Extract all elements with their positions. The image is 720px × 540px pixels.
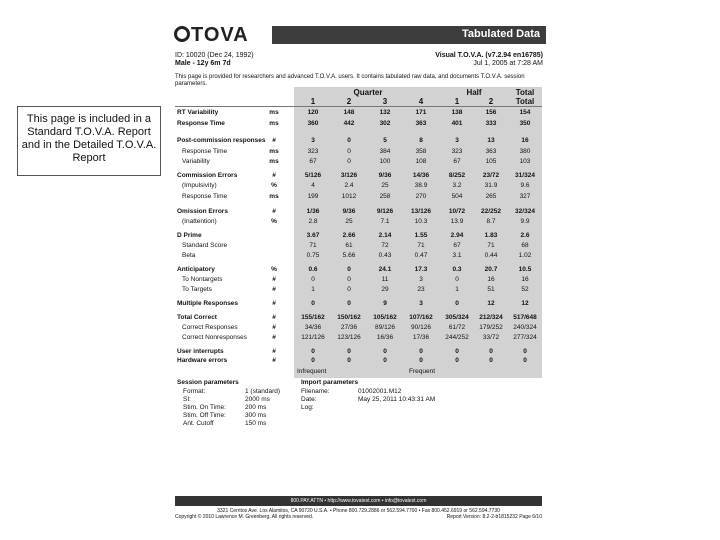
table-cell: 327 bbox=[519, 193, 531, 200]
table-cell: 0 bbox=[347, 148, 351, 155]
table-cell: 132 bbox=[379, 109, 391, 116]
table-cell: 13/126 bbox=[411, 208, 431, 215]
row-label: D Prime bbox=[177, 232, 202, 239]
table-cell: 107/162 bbox=[409, 314, 433, 321]
table-cell: 38.9 bbox=[414, 182, 428, 189]
table-cell: 2.4 bbox=[344, 182, 354, 189]
table-cell: 258 bbox=[379, 193, 391, 200]
session-param-value: 200 ms bbox=[245, 404, 267, 411]
column-header: 4 bbox=[418, 97, 424, 106]
table-cell: 51 bbox=[487, 286, 495, 293]
row-unit: % bbox=[271, 182, 277, 189]
table-cell: 277/324 bbox=[513, 334, 537, 341]
table-cell: 4 bbox=[311, 182, 315, 189]
table-cell: 17/36 bbox=[412, 334, 430, 341]
session-title: Session parameters bbox=[177, 379, 239, 386]
table-cell: 71 bbox=[487, 242, 495, 249]
table-cell: 67 bbox=[453, 242, 461, 249]
table-cell: 1.55 bbox=[414, 232, 428, 239]
row-label: Standard Score bbox=[182, 242, 228, 249]
import-title: Import parameters bbox=[301, 379, 359, 386]
table-cell: 16/36 bbox=[376, 334, 394, 341]
table-cell: 0 bbox=[311, 357, 315, 364]
table-cell: 148 bbox=[343, 109, 355, 116]
table-cell: 305/324 bbox=[445, 314, 469, 321]
table-cell: 16 bbox=[521, 137, 529, 144]
table-cell: 16 bbox=[487, 276, 495, 283]
table-cell: 0 bbox=[419, 348, 423, 355]
row-unit: ms bbox=[269, 120, 279, 127]
session-param-value: 2000 ms bbox=[245, 396, 270, 403]
table-cell: 10.3 bbox=[414, 218, 428, 225]
test-info bbox=[435, 52, 543, 68]
table-cell: 360 bbox=[307, 120, 319, 127]
row-label: Post-commission responses bbox=[177, 137, 266, 144]
column-header: 1 bbox=[310, 97, 316, 106]
table-cell: 0 bbox=[455, 348, 459, 355]
row-unit: # bbox=[272, 300, 276, 307]
table-cell: 14/36 bbox=[412, 172, 430, 179]
table-cell: 71 bbox=[309, 242, 317, 249]
table-cell: 23/72 bbox=[482, 172, 500, 179]
table-cell: 0.47 bbox=[414, 252, 428, 259]
tabulated-data-page bbox=[172, 22, 546, 527]
table-cell: 2.66 bbox=[342, 232, 356, 239]
table-cell: 1/36 bbox=[306, 208, 320, 215]
table-cell: 442 bbox=[343, 120, 355, 127]
table-cell: 0 bbox=[311, 276, 315, 283]
table-cell: 1.83 bbox=[484, 232, 498, 239]
table-cell: 265 bbox=[485, 193, 497, 200]
table-cell: 0 bbox=[311, 348, 315, 355]
table-cell: 0 bbox=[455, 276, 459, 283]
row-label: Total Correct bbox=[177, 314, 217, 321]
table-cell: 90/126 bbox=[411, 324, 431, 331]
table-cell: 61 bbox=[345, 242, 353, 249]
row-label: Omission Errors bbox=[177, 208, 228, 215]
session-param-key: Stim. Off Time: bbox=[183, 412, 226, 419]
page-header bbox=[172, 22, 546, 46]
table-cell: 9/126 bbox=[376, 208, 394, 215]
table-cell: 8/252 bbox=[448, 172, 466, 179]
table-cell: 32/324 bbox=[515, 208, 535, 215]
session-param-value: 300 ms bbox=[245, 412, 267, 419]
table-cell: 25 bbox=[345, 218, 353, 225]
table-cell: 0 bbox=[455, 300, 459, 307]
table-cell: 31/324 bbox=[515, 172, 535, 179]
table-cell: 0 bbox=[347, 348, 351, 355]
row-unit: ms bbox=[269, 158, 279, 165]
table-cell: 0 bbox=[347, 158, 351, 165]
table-cell: 2.6 bbox=[520, 232, 530, 239]
table-cell: 0 bbox=[311, 300, 315, 307]
test-version: Visual T.O.V.A. (v7.2.94 en16785) bbox=[435, 52, 543, 59]
row-label: Correct Responses bbox=[182, 324, 238, 331]
row-unit: % bbox=[271, 218, 277, 225]
table-cell: 358 bbox=[415, 148, 427, 155]
table-cell: 89/126 bbox=[375, 324, 395, 331]
column-header: 2 bbox=[488, 97, 494, 106]
row-label: Response Time bbox=[177, 120, 225, 127]
table-cell: 5.66 bbox=[342, 252, 356, 259]
table-cell: 0 bbox=[347, 286, 351, 293]
table-cell: 23 bbox=[417, 286, 425, 293]
row-unit: # bbox=[272, 276, 276, 283]
row-unit: # bbox=[272, 324, 276, 331]
table-cell: 68 bbox=[521, 242, 529, 249]
test-date: Jul 1, 2005 at 7:28 AM bbox=[473, 60, 543, 67]
table-cell: 1 bbox=[455, 286, 459, 293]
import-param-value: May 25, 2011 10:43:31 AM bbox=[358, 396, 436, 403]
table-cell: 3 bbox=[311, 137, 315, 144]
group-total: Total bbox=[515, 88, 535, 97]
row-label: Multiple Responses bbox=[177, 300, 239, 307]
table-cell: 363 bbox=[415, 120, 427, 127]
row-unit: ms bbox=[269, 109, 279, 116]
table-cell: 0 bbox=[489, 348, 493, 355]
table-cell: 12 bbox=[487, 300, 495, 307]
row-unit: # bbox=[272, 314, 276, 321]
patient-id: ID: 10020 (Dec 24, 1992) bbox=[175, 52, 254, 59]
row-label: (Inattention) bbox=[182, 218, 217, 225]
table-cell: 0 bbox=[419, 357, 423, 364]
table-cell: 20.7 bbox=[484, 266, 498, 273]
table-cell: 199 bbox=[307, 193, 319, 200]
table-cell: 517/648 bbox=[513, 314, 537, 321]
table-cell: 150/162 bbox=[337, 314, 361, 321]
table-cell: 13.9 bbox=[450, 218, 464, 225]
table-cell: 12 bbox=[521, 300, 529, 307]
row-label: Commission Errors bbox=[177, 172, 238, 179]
frequent-label: Frequent bbox=[409, 368, 436, 375]
table-cell: 3.2 bbox=[452, 182, 462, 189]
table-cell: 71 bbox=[417, 242, 425, 249]
table-cell: 9.6 bbox=[520, 182, 530, 189]
row-unit: # bbox=[272, 208, 276, 215]
import-param-key: Log: bbox=[301, 404, 314, 411]
row-unit: # bbox=[272, 357, 276, 364]
import-param-value: 01002001.M12 bbox=[358, 388, 402, 395]
table-cell: 105 bbox=[485, 158, 497, 165]
table-cell: 0.44 bbox=[484, 252, 498, 259]
table-cell: 121/126 bbox=[301, 334, 325, 341]
table-cell: 380 bbox=[519, 148, 531, 155]
table-cell: 0 bbox=[489, 357, 493, 364]
column-header: 1 bbox=[454, 97, 460, 106]
group-half: Half bbox=[466, 88, 482, 97]
table-cell: 0 bbox=[347, 137, 351, 144]
table-cell: 103 bbox=[519, 158, 531, 165]
session-param-key: Stim. On Time: bbox=[183, 404, 226, 411]
table-cell: 2.14 bbox=[378, 232, 392, 239]
table-cell: 100 bbox=[379, 158, 391, 165]
session-param-key: Format: bbox=[183, 388, 206, 395]
table-cell: 8 bbox=[419, 137, 423, 144]
table-cell: 5/126 bbox=[304, 172, 322, 179]
infrequent-label: Infrequent bbox=[297, 368, 327, 375]
table-cell: 0 bbox=[347, 357, 351, 364]
table-cell: 0 bbox=[347, 300, 351, 307]
row-unit: ms bbox=[269, 193, 279, 200]
table-cell: 9 bbox=[383, 300, 387, 307]
table-cell: 171 bbox=[415, 109, 427, 116]
table-cell: 3 bbox=[419, 276, 423, 283]
table-cell: 67 bbox=[309, 158, 317, 165]
table-cell: 9.9 bbox=[520, 218, 530, 225]
table-cell: 2.8 bbox=[308, 218, 318, 225]
table-cell: 25 bbox=[381, 182, 389, 189]
table-cell: 67 bbox=[453, 158, 461, 165]
table-cell: 0 bbox=[383, 357, 387, 364]
table-cell: 504 bbox=[451, 193, 463, 200]
table-cell: 363 bbox=[485, 148, 497, 155]
table-cell: 0 bbox=[523, 357, 527, 364]
table-cell: 3.67 bbox=[306, 232, 320, 239]
table-cell: 244/252 bbox=[445, 334, 469, 341]
row-unit: # bbox=[272, 137, 276, 144]
divider bbox=[175, 106, 542, 107]
table-cell: 10/72 bbox=[448, 208, 466, 215]
session-param-key: SI: bbox=[183, 396, 191, 403]
row-label: Variability bbox=[182, 158, 210, 165]
table-cell: 0.6 bbox=[308, 266, 318, 273]
table-cell: 27/36 bbox=[340, 324, 358, 331]
table-cell: 2.94 bbox=[450, 232, 464, 239]
session-param-value: 150 ms bbox=[245, 420, 267, 427]
table-cell: 13 bbox=[487, 137, 495, 144]
table-cell: 24.1 bbox=[378, 266, 392, 273]
table-cell: 154 bbox=[519, 109, 531, 116]
table-cell: 105/162 bbox=[373, 314, 397, 321]
table-cell: 1 bbox=[311, 286, 315, 293]
row-unit: # bbox=[272, 348, 276, 355]
session-param-key: Ant. Cutoff bbox=[183, 420, 214, 427]
report-note: This page is included in a Standard T.O.V.A. Report and in the Detailed T.O.V.A. Report bbox=[17, 106, 161, 176]
table-cell: 179/252 bbox=[479, 324, 503, 331]
row-unit: # bbox=[272, 286, 276, 293]
row-label: Anticipatory bbox=[177, 266, 215, 273]
table-cell: 401 bbox=[451, 120, 463, 127]
table-cell: 0 bbox=[523, 348, 527, 355]
table-cell: 323 bbox=[307, 148, 319, 155]
row-label: To Nontargets bbox=[182, 276, 223, 283]
table-cell: 0 bbox=[383, 348, 387, 355]
row-label: RT Variability bbox=[177, 109, 219, 116]
table-cell: 1.02 bbox=[518, 252, 532, 259]
table-cell: 3.1 bbox=[452, 252, 462, 259]
table-cell: 0.43 bbox=[378, 252, 392, 259]
import-param-key: Date: bbox=[301, 396, 317, 403]
table-cell: 155/162 bbox=[301, 314, 325, 321]
row-unit: # bbox=[272, 172, 276, 179]
table-cell: 156 bbox=[485, 109, 497, 116]
report-version: Report Version: 8.2-2-b1815232 Page 6/10 bbox=[446, 514, 542, 520]
table-cell: 3 bbox=[455, 137, 459, 144]
tova-logo: TOVA bbox=[174, 24, 249, 47]
table-cell: 138 bbox=[451, 109, 463, 116]
row-unit: % bbox=[271, 266, 277, 273]
title-bar bbox=[272, 26, 546, 44]
session-param-value: 1 (standard) bbox=[245, 388, 281, 395]
table-cell: 302 bbox=[379, 120, 391, 127]
table-cell: 9/36 bbox=[378, 172, 392, 179]
column-header: 3 bbox=[382, 97, 388, 106]
row-label: User interrupts bbox=[177, 348, 224, 355]
row-label: Beta bbox=[182, 252, 196, 259]
table-cell: 123/126 bbox=[337, 334, 361, 341]
table-cell: 384 bbox=[379, 148, 391, 155]
row-label: (Impulsivity) bbox=[182, 182, 217, 189]
table-cell: 108 bbox=[415, 158, 427, 165]
footer-details: 3321 Cerritos Ave. Los Alamitos, CA 90720 U.S.A. • Phone 800.729.2886 or 562.594.7700 • Fax 800.452.6919 or 562.594.7730 Copyright © 2010 Lawrence M. Greenberg. All rights reserved. Report Version: 8.2-2-b1815232 Page 6/10 bbox=[175, 508, 542, 520]
column-header: 2 bbox=[346, 97, 352, 106]
patient-info bbox=[175, 52, 254, 68]
table-cell: 34/36 bbox=[304, 324, 322, 331]
table-cell: 0 bbox=[347, 266, 351, 273]
table-cell: 33/72 bbox=[482, 334, 500, 341]
table-cell: 8.7 bbox=[486, 218, 496, 225]
row-label: Response Time bbox=[182, 148, 228, 155]
table-cell: 5 bbox=[383, 137, 387, 144]
table-cell: 22/252 bbox=[481, 208, 501, 215]
table-cell: 52 bbox=[521, 286, 529, 293]
group-quarter: Quarter bbox=[353, 88, 383, 97]
page-title: Tabulated Data bbox=[461, 28, 540, 40]
table-cell: 1012 bbox=[341, 193, 357, 200]
table-cell: 11 bbox=[381, 276, 389, 283]
table-cell: 240/324 bbox=[513, 324, 537, 331]
table-cell: 3 bbox=[419, 300, 423, 307]
table-cell: 7.1 bbox=[380, 218, 390, 225]
table-cell: 61/72 bbox=[448, 324, 466, 331]
table-cell: 0 bbox=[455, 357, 459, 364]
table-cell: 0.75 bbox=[306, 252, 320, 259]
table-cell: 29 bbox=[381, 286, 389, 293]
intro-text: This page is provided for researchers and advanced T.O.V.A. users. It contains tabulated raw data, and documents T.O.V.A. session parameters. bbox=[175, 74, 525, 87]
column-header: Total bbox=[515, 97, 535, 106]
table-cell: 72 bbox=[381, 242, 389, 249]
table-cell: 17.3 bbox=[414, 266, 428, 273]
table-cell: 0 bbox=[347, 276, 351, 283]
row-unit: ms bbox=[269, 148, 279, 155]
table-cell: 333 bbox=[485, 120, 497, 127]
table-cell: 31.9 bbox=[484, 182, 498, 189]
row-label: To Targets bbox=[182, 286, 212, 293]
table-cell: 3/126 bbox=[340, 172, 358, 179]
table-cell: 10.5 bbox=[518, 266, 532, 273]
patient-demographics: Male - 12y 6m 7d bbox=[175, 60, 231, 67]
row-label: Response Time bbox=[182, 193, 228, 200]
footer-bar: 800.PAY.ATTN • http://www.tovatest.com • info@tovatest.com bbox=[175, 496, 542, 506]
row-unit: # bbox=[272, 334, 276, 341]
table-cell: 270 bbox=[415, 193, 427, 200]
import-param-key: Filename: bbox=[301, 388, 330, 395]
table-cell: 350 bbox=[519, 120, 531, 127]
table-cell: 120 bbox=[307, 109, 319, 116]
row-label: Hardware errors bbox=[177, 357, 228, 364]
table-cell: 0.3 bbox=[452, 266, 462, 273]
table-cell: 16 bbox=[521, 276, 529, 283]
copyright: Copyright © 2010 Lawrence M. Greenberg. All rights reserved. bbox=[175, 514, 314, 520]
table-cell: 323 bbox=[451, 148, 463, 155]
table-cell: 9/36 bbox=[342, 208, 356, 215]
row-label: Correct Nonresponses bbox=[182, 334, 248, 341]
table-cell: 212/324 bbox=[479, 314, 503, 321]
